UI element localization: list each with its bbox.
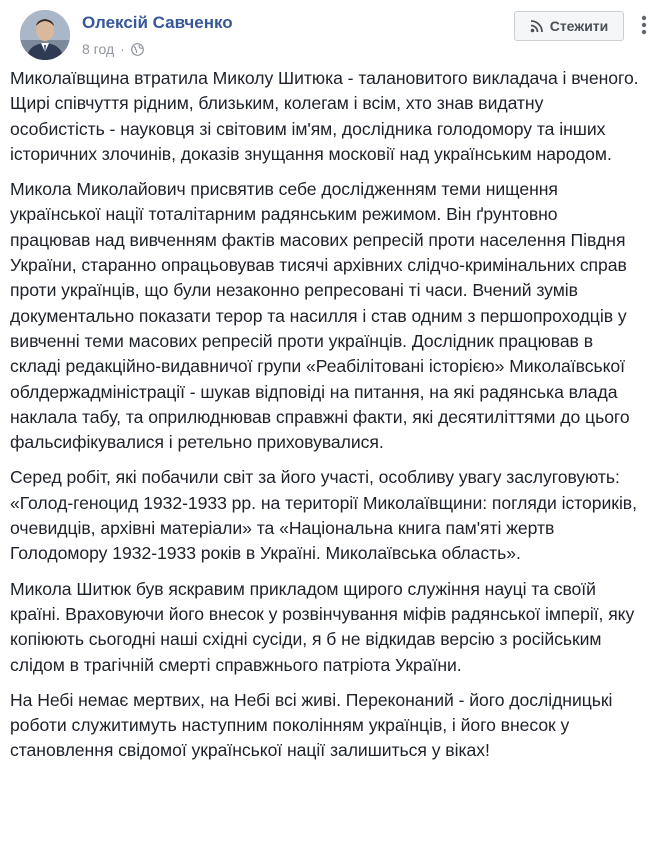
post-paragraph: Микола Шитюк був яскравим прикладом щирого служіння науці та своїй країні. Враховуючи його внесок у розвінчування міфів радянської імперії, яку копіюють сьогодні наші східні сусіди, я б не відкидав версію з російським слідом в трагічній смерті справжнього патріота України. (10, 578, 635, 675)
post-paragraph: Миколаївщина втратила Миколу Шитюка - талановитого викладача і вченого. Щирі співчуття рідним, близьким, колегам і всім, хто знав видатну особистість - науковця зі світовим ім'ям, дослідника голодомору та інших історичних злочинів, доказів знущання московії над українським народом. (10, 68, 639, 164)
follow-button[interactable] (514, 11, 624, 41)
author-name[interactable]: Олексій Савченко (82, 13, 233, 32)
post-content (10, 66, 640, 774)
post-paragraph: Микола Миколайович присвятив себе дослідженням теми нищення української нації тоталітарним радянським режимом. Він ґрунтовно працював над вивченням фактів масових репресій проти населення Півдня України, старанно опрацьовував тисячі архівних слідчо-кримінальних справ проти українців, що були незаконно репресовані ті часи. Вчений зумів документально показати терор та насилля і став одним з першопроходців у вивченні теми масових репресій проти українців. Дослідник працював в складі редакційно-видавничої групи «Реабілітовані історією» Миколаївської облдержадміністрації - шукав відповіді на питання, на які радянська влада наклала табу, та оприлюднював справжні факти, які десятиліттями до цього фальсифікувалися і ретельно приховувалися. (10, 179, 630, 453)
globe-icon[interactable] (131, 43, 144, 56)
meta-separator: · (120, 41, 125, 57)
avatar[interactable] (20, 10, 70, 60)
more-options-icon[interactable] (634, 12, 650, 38)
post-paragraph: На Небі немає мертвих, на Небі всі живі. Переконаний - його дослідницькі роботи служитимуть наступним поколінням українців, і його внесок у становлення свідомої української нації залишиться у віках! (10, 689, 613, 761)
rss-icon (530, 19, 544, 33)
post-header (10, 0, 640, 66)
post-meta (82, 41, 144, 57)
post-time[interactable]: 8 год (82, 41, 115, 57)
follow-label: Стежити (549, 18, 609, 34)
post-paragraph: Серед робіт, які побачили світ за його участі, особливу увагу заслуговують: «Голод-геноцид 1932-1933 рр. на території Миколаївщини: погляди істориків, очевидців, архівні матеріали» та «Національна книга пам'яті жертв Голодомору 1932-1933 років в Україні. Миколаївська область». (10, 467, 637, 564)
